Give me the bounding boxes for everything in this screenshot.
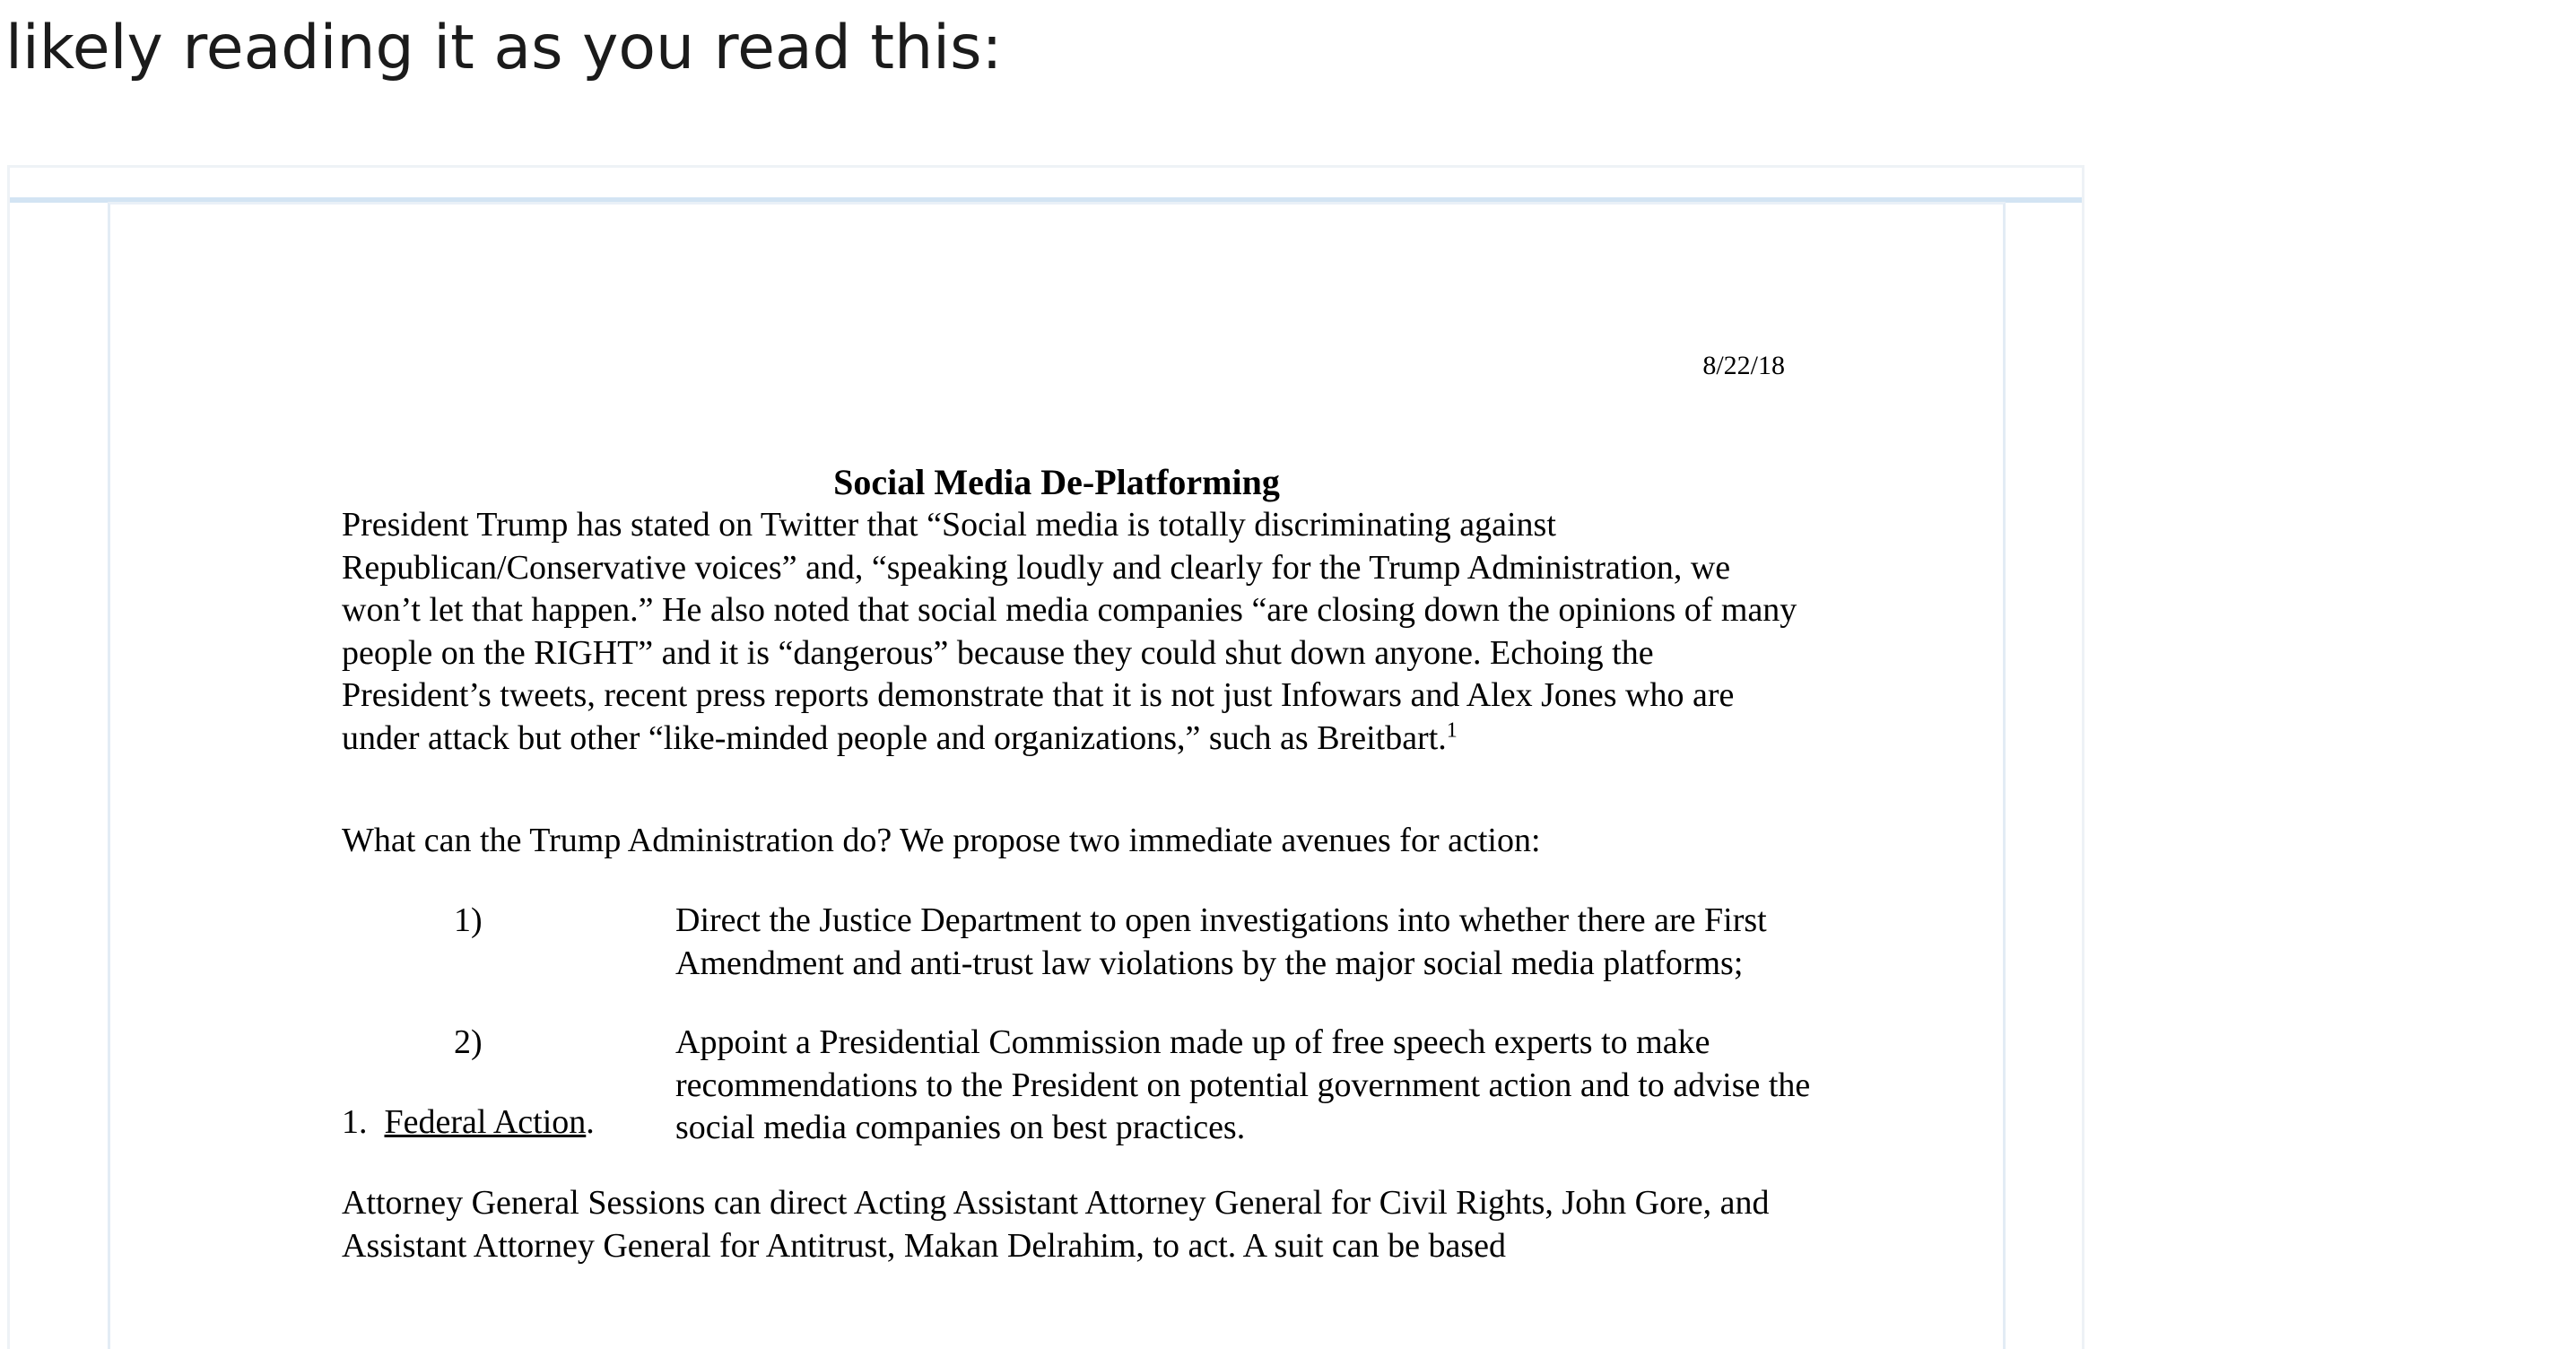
document-title: Social Media De-Platforming (833, 462, 1280, 502)
list-item-text: Direct the Justice Department to open investigations into whether there are First Amendment and anti-trust law violations by the major social media platforms; (675, 901, 1767, 982)
list-item-number: 2) (454, 1023, 483, 1061)
section-number: 1. (342, 1103, 368, 1141)
list-item-text: Appoint a Presidential Commission made up of free speech experts to make recommendations to the President on potential government action and to advise the social media companies on best practices. (675, 1023, 1811, 1146)
footnote-marker[interactable]: 1 (1446, 718, 1458, 742)
document-viewer[interactable] (7, 165, 2084, 1349)
paragraph-proposal: What can the Trump Administration do? We propose two immediate avenues for action: (342, 822, 1541, 859)
paragraph-intro-text: President Trump has stated on Twitter that “Social media is totally discriminating against Republican/Conservative voices” and, “speaking loudly and clearly for the Trump Administration, we won’t let that happen.” He also noted that social media companies “are closing down the opinions of many people on the RIGHT” and it is “dangerous” because they could shut down anyone. Echoing the President’s tweets, recent press reports demonstrate that it is not just Infowars and Alex Jones who are under attack but other “like-minded people and organizations,” such as Breitbart. (342, 506, 1797, 757)
paragraph-intro (342, 504, 1804, 760)
document-page (108, 202, 2006, 1349)
intro-text: likely reading it as you read this: (5, 13, 1003, 83)
document-date: 8/22/18 (1702, 351, 1785, 380)
list-item-number: 1) (454, 901, 483, 939)
section-heading-text: Federal Action (384, 1103, 587, 1141)
section-heading-end: . (586, 1103, 595, 1141)
paragraph-federal-action: Attorney General Sessions can direct Acting Assistant Attorney General for Civil Rights, John Gore, and Assistant Attorney General for Antitrust, Makan Delrahim, to act. A suit can be based (342, 1184, 1770, 1265)
section-heading (342, 1101, 595, 1144)
